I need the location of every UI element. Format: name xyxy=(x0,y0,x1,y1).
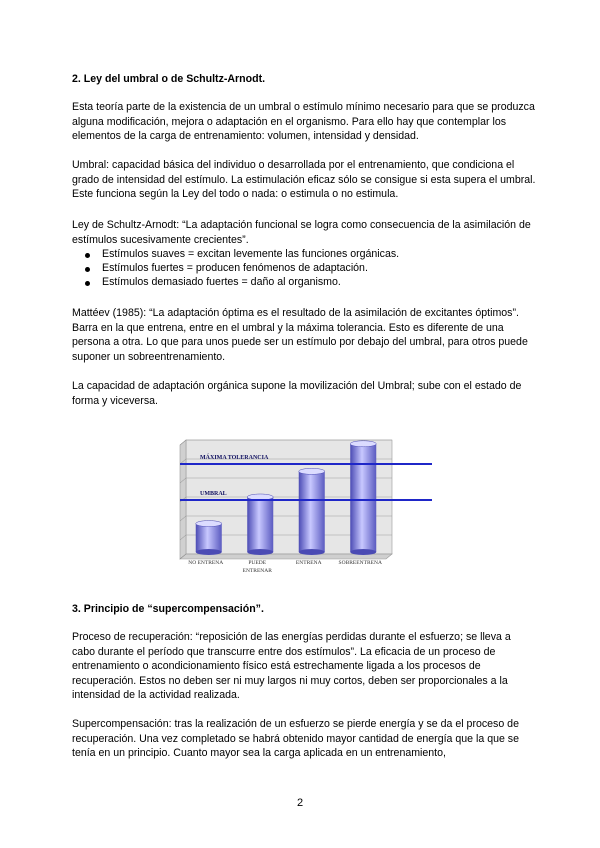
reference-line-label: UMBRAL xyxy=(200,491,227,498)
bar-base xyxy=(350,549,376,555)
bar-base xyxy=(247,549,273,555)
bar-top xyxy=(196,521,222,527)
bar-body xyxy=(350,444,376,552)
section-3-paragraph-2: Supercompensación: tras la realización de un esfuerzo se pierde energía y se da el proceso de recuperación. Una vez completado se habrá obtenido mayor cantidad de energía que la que se tenía en un principio. Cuanto mayor sea la carga aplicada en un entrenamiento, xyxy=(72,718,519,760)
bar-base xyxy=(196,549,222,555)
page-number: 2 xyxy=(296,797,304,809)
section-2-paragraph-4: Mattéev (1985): “La adaptación óptima es el resultado de la asimilación de excitantes óptimos”. Barra en la que entrena, entre en el umbral y la máxima tolerancia. Esto es diferente de una persona a otra. Lo que para unos puede ser un estímulo por debajo del umbral, para otros puede suponer un sobreentrenamiento. xyxy=(72,307,528,363)
bullet-item: Estímulos fuertes = producen fenómenos de adaptación. xyxy=(72,262,536,276)
section-2-paragraph-3: Ley de Schultz-Arnodt: “La adaptación funcional se logra como consecuencia de la asimilación de estímulos sucesivamente crecientes”. xyxy=(72,219,531,246)
x-tick-label: NO ENTRENA xyxy=(188,560,224,566)
bullet-icon xyxy=(85,281,90,286)
chart-bar xyxy=(350,441,376,555)
threshold-bar-chart xyxy=(164,430,434,580)
bullet-icon xyxy=(85,253,90,258)
chart-bar xyxy=(299,468,325,555)
chart-bar xyxy=(247,494,273,555)
bar-body xyxy=(299,471,325,552)
chart-x-tick-labels xyxy=(188,560,382,574)
bar-top xyxy=(350,441,376,447)
bullet-icon xyxy=(85,267,90,272)
section-2-heading: 2. Ley del umbral o de Schultz-Arnodt. xyxy=(72,73,266,85)
bullet-item: Estímulos demasiado fuertes = daño al organismo. xyxy=(72,276,536,290)
section-2-paragraph-1: Esta teoría parte de la existencia de un umbral o estímulo mínimo necesario para que se produzca alguna modificación, mejora o adaptación en el organismo. Para ello hay que contemplar los elementos de la carga de entrenamiento: volumen, intensidad y densidad. xyxy=(72,101,535,143)
x-tick-label: PUEDE xyxy=(248,560,267,566)
section-3-heading: 3. Principio de “supercompensación”. xyxy=(72,603,264,615)
bar-base xyxy=(299,549,325,555)
bar-top xyxy=(299,468,325,474)
section-2-paragraph-2: Umbral: capacidad básica del individuo o desarrollada por el entrenamiento, que condiciona el grado de intensidad del estímulo. La estimulación eficaz sólo se consigue si esta supera el umbral. Este funciona según la Ley del todo o nada: o estimula o no estimula. xyxy=(72,159,536,201)
x-tick-label: SOBREENTRENA xyxy=(338,560,382,566)
x-tick-label: ENTRENAR xyxy=(242,568,272,574)
x-tick-label: ENTRENA xyxy=(295,560,322,566)
chart-bar xyxy=(196,521,222,555)
stimulus-bullet-list xyxy=(72,248,536,289)
section-2-paragraph-5: La capacidad de adaptación orgánica supone la movilización del Umbral; sube con el estado de forma y viceversa. xyxy=(72,380,522,407)
bar-body xyxy=(247,497,273,552)
bar-body xyxy=(196,524,222,552)
bullet-item: Estímulos suaves = excitan levemente las funciones orgánicas. xyxy=(72,248,536,262)
reference-line-label: MÁXIMA TOLERANCIA xyxy=(200,454,269,461)
section-3-paragraph-1: Proceso de recuperación: “reposición de las energías perdidas durante el esfuerzo; se lleva a cabo durante el período que transcurre entre dos estímulos”. La eficacia de un proceso de entrenamiento o acondicionamiento físico está estrechamente ligada a los procesos de recuperación. Estos no deben ser ni muy largos ni muy cortos, deben ser proporcionales a la intensidad de la actividad realizada. xyxy=(72,631,511,702)
